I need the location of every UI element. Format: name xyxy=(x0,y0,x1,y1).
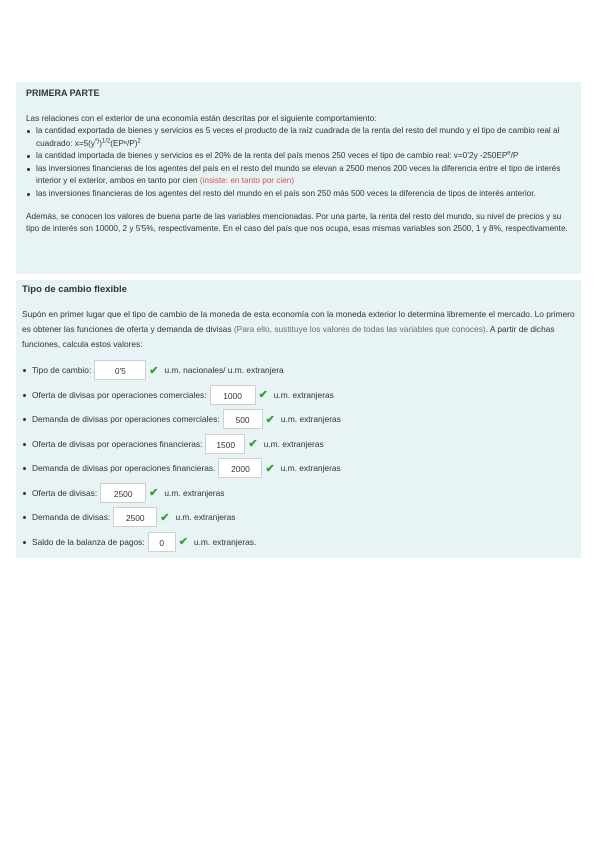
answer-field[interactable]: 2500 xyxy=(100,483,146,503)
check-icon: ✔ xyxy=(178,536,188,549)
check-icon: ✔ xyxy=(258,389,268,402)
part1-intro: Las relaciones con el exterior de una economía están descritas por el siguiente comportamiento: xyxy=(26,114,377,123)
answer-row-total-demand: Demanda de divisas: 2500 ✔ u.m. extranjeras xyxy=(22,505,575,530)
answer-field[interactable]: 500 xyxy=(223,409,263,429)
answer-field[interactable]: 0'5 xyxy=(94,360,146,380)
answer-field[interactable]: 1500 xyxy=(205,434,245,454)
check-icon: ✔ xyxy=(265,413,275,426)
list-item: la cantidad exportada de bienes y servicios es 5 veces el producto de la raíz cuadrada de la renta del resto del mundo y el tipo de cambio real al cuadrado: $x=5(y^{ᵉ)})^{1/2}(EPᵉ/P)^2$ xyxy=(26,125,571,150)
part2-intro: Supón en primer lugar que el tipo de cambio de la moneda de esta economía con la moneda exterior lo determina libremente el mercado. Lo primero es obtener las funciones de oferta y demanda de divisas (Para ello, sustituye los valores de todas las variables que conoces). A partir de dichas funciones, calcula estos valores: xyxy=(22,309,575,349)
list-item: las inversiones financieras de los agentes del resto del mundo en el país son 250 más 500 veces la diferencia de tipos de interés anterior. xyxy=(26,188,571,201)
answer-row-exchange-rate: Tipo de cambio: 0'5 ✔ u.m. nacionales/ u.m. extranjera xyxy=(22,358,575,383)
list-item: la cantidad importada de bienes y servicios es el 20% de la renta del país menos 250 veces el tipo de cambio real: v=0’2y $-250EP^e/P$ xyxy=(26,150,571,163)
check-icon: ✔ xyxy=(248,438,258,451)
answer-field[interactable]: 2000 xyxy=(218,458,262,478)
answer-row-commercial-demand: Demanda de divisas por operaciones comerciales: 500 ✔ u.m. extranjeras xyxy=(22,407,575,432)
check-icon: ✔ xyxy=(149,364,159,377)
answer-field[interactable]: 0 xyxy=(148,532,176,552)
answer-row-balance-of-payments: Saldo de la balanza de pagos: 0 ✔ u.m. extranjeras. xyxy=(22,530,575,555)
insist-note: (insiste: en tanto por cien) xyxy=(199,176,295,185)
check-icon: ✔ xyxy=(265,462,275,475)
check-icon: ✔ xyxy=(160,511,170,524)
intro-note: (Para ello, sustituye los valores de todas las variables que conoces) xyxy=(233,324,486,334)
behaviour-list xyxy=(26,125,571,200)
answer-row-financial-supply: Oferta de divisas por operaciones financieras: 1500 ✔ u.m. extranjeras xyxy=(22,432,575,457)
part2-panel xyxy=(16,280,581,558)
part1-title: PRIMERA PARTE xyxy=(26,88,100,98)
list-item: las inversiones financieras de los agentes del país en el resto del mundo se elevan a 2500 menos 200 veces la diferencia entre el tipo de interés interior y el exterior, ambos en tanto por cien (insiste: en tanto por cien) xyxy=(26,163,571,188)
check-icon: ✔ xyxy=(149,487,159,500)
answer-field[interactable]: 2500 xyxy=(113,507,157,527)
part1-closing: Además, se conocen los valores de buena parte de las variables mencionadas. Por una parte, la renta del resto del mundo, su nivel de precios y su tipo de interés son 10000, 2 y 5'5%, respectivamente. En el caso del país que nos ocupa, esas mismas variables son 2500, 1 y 8%, respectivamente. xyxy=(26,212,568,233)
part2-title: Tipo de cambio flexible xyxy=(22,284,127,295)
answer-row-financial-demand: Demanda de divisas por operaciones financieras. 2000 ✔ u.m. extranjeras xyxy=(22,456,575,481)
answer-field[interactable]: 1000 xyxy=(210,385,256,405)
part1-panel xyxy=(16,82,581,274)
answer-row-commercial-supply: Oferta de divisas por operaciones comerciales: 1000 ✔ u.m. extranjeras xyxy=(22,383,575,408)
answer-row-total-supply: Oferta de divisas: 2500 ✔ u.m. extranjeras xyxy=(22,481,575,506)
